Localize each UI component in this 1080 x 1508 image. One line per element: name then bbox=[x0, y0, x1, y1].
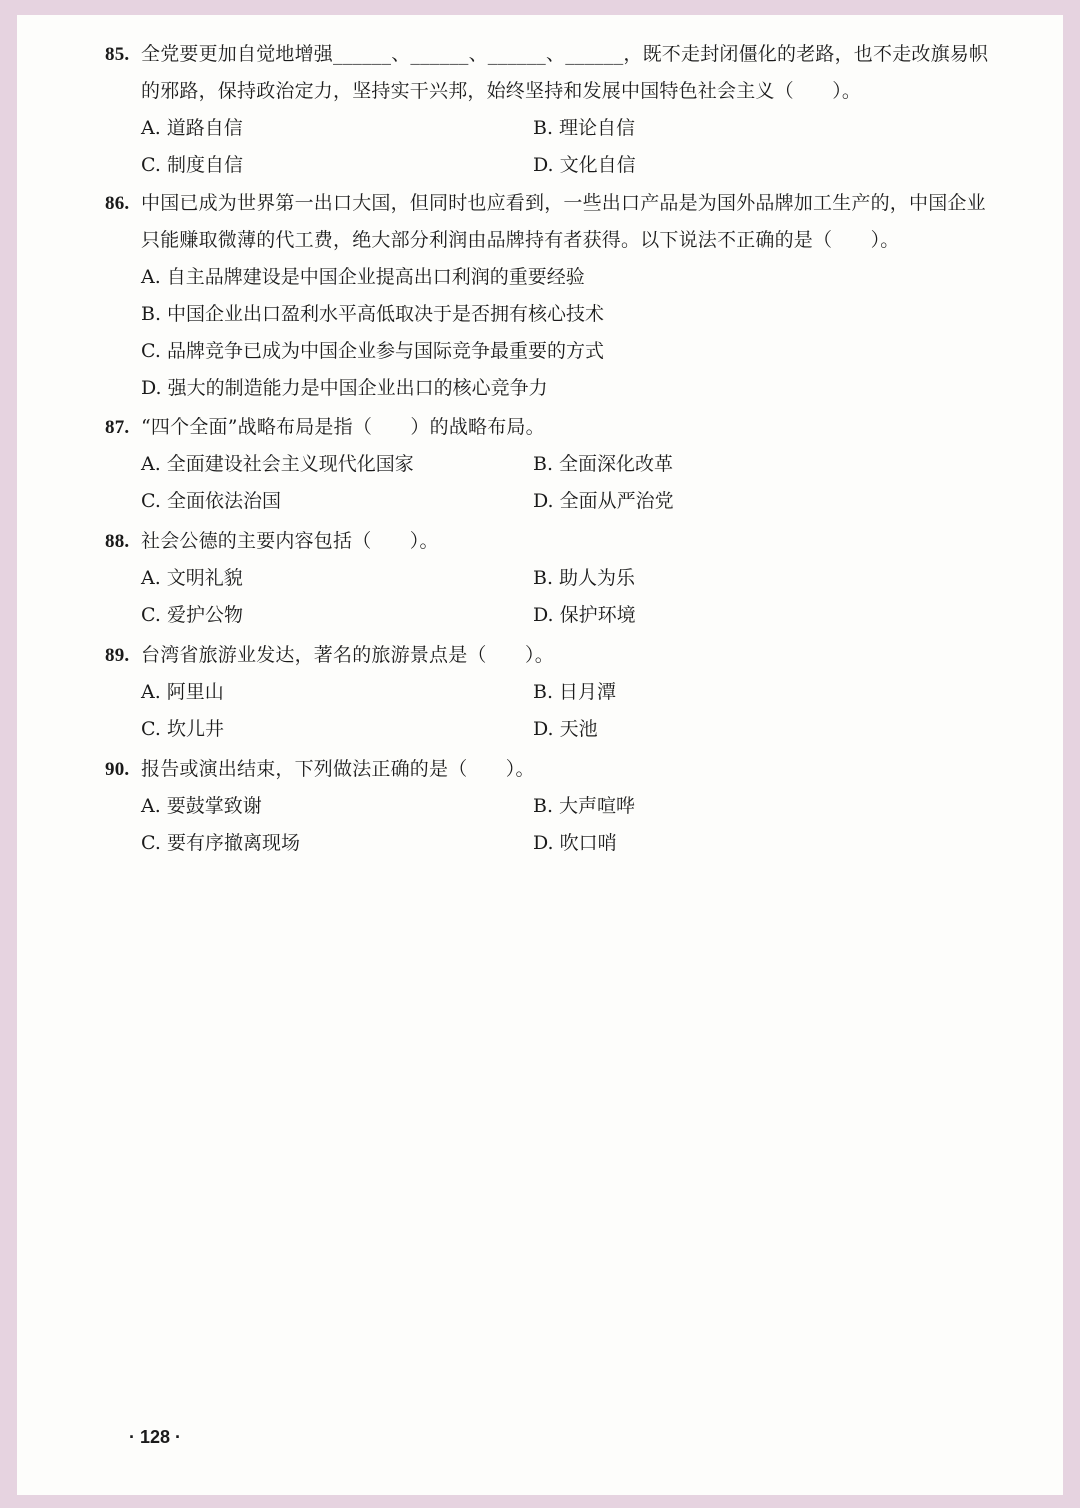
option-b: B. 日月潭 bbox=[533, 681, 617, 703]
question-number: 86. bbox=[105, 193, 130, 214]
option-c: C. 爱护公物 bbox=[141, 604, 243, 626]
option-b: B. 全面深化改革 bbox=[533, 453, 674, 475]
option-d: D. 全面从严治党 bbox=[533, 490, 674, 512]
question-number: 88. bbox=[105, 531, 130, 552]
option-b: B. 助人为乐 bbox=[533, 567, 636, 589]
question-text-cont: 的邪路，保持政治定力，坚持实干兴邦，始终坚持和发展中国特色社会主义（ ）。 bbox=[141, 80, 862, 102]
question-number: 85. bbox=[105, 44, 130, 65]
option-c: C. 要有序撤离现场 bbox=[141, 832, 300, 854]
question-88 bbox=[105, 523, 1005, 634]
option-d: D. 强大的制造能力是中国企业出口的核心竞争力 bbox=[141, 377, 548, 399]
option-b: B. 中国企业出口盈利水平高低取决于是否拥有核心技术 bbox=[141, 303, 605, 325]
option-d: D. 吹口哨 bbox=[533, 832, 617, 854]
option-a: A. 道路自信 bbox=[141, 117, 243, 139]
page-number: · 128 · bbox=[129, 1427, 182, 1447]
option-c: C. 制度自信 bbox=[141, 154, 243, 176]
question-90 bbox=[105, 751, 1005, 862]
question-text: 中国已成为世界第一出口大国，但同时也应看到，一些出口产品是为国外品牌加工生产的，中国企业 bbox=[141, 192, 986, 214]
option-a: A. 要鼓掌致谢 bbox=[141, 795, 262, 817]
question-89 bbox=[105, 637, 1005, 748]
question-text: 全党要更加自觉地增强______、______、______、______，既不走封闭僵化的老路，也不走改旗易帜 bbox=[141, 43, 989, 65]
question-text: 报告或演出结束，下列做法正确的是（ ）。 bbox=[141, 758, 535, 780]
question-number: 90. bbox=[105, 759, 130, 780]
question-87 bbox=[105, 409, 1005, 520]
option-c: C. 坎儿井 bbox=[141, 718, 224, 740]
option-c: C. 全面依法治国 bbox=[141, 490, 281, 512]
option-a: A. 阿里山 bbox=[141, 681, 224, 703]
question-86 bbox=[105, 185, 1005, 407]
question-text-cont: 只能赚取微薄的代工费，绝大部分利润由品牌持有者获得。以下说法不正确的是（ ）。 bbox=[141, 229, 900, 251]
option-d: D. 文化自信 bbox=[533, 154, 636, 176]
option-c: C. 品牌竞争已成为中国企业参与国际竞争最重要的方式 bbox=[141, 340, 604, 362]
question-text: 台湾省旅游业发达，著名的旅游景点是（ ）。 bbox=[141, 644, 554, 666]
option-b: B. 理论自信 bbox=[533, 117, 636, 139]
question-text: “四个全面”战略布局是指（ ）的战略布局。 bbox=[141, 416, 545, 438]
question-number: 87. bbox=[105, 417, 130, 438]
question-number: 89. bbox=[105, 645, 130, 666]
option-d: D. 保护环境 bbox=[533, 604, 636, 626]
question-text: 社会公德的主要内容包括（ ）。 bbox=[141, 530, 439, 552]
option-b: B. 大声喧哗 bbox=[533, 795, 636, 817]
option-d: D. 天池 bbox=[533, 718, 598, 740]
option-a: A. 全面建设社会主义现代化国家 bbox=[141, 453, 414, 475]
option-a: A. 自主品牌建设是中国企业提高出口利润的重要经验 bbox=[141, 266, 585, 288]
option-a: A. 文明礼貌 bbox=[141, 567, 243, 589]
book-page bbox=[17, 15, 1063, 1495]
question-85 bbox=[105, 36, 1005, 184]
